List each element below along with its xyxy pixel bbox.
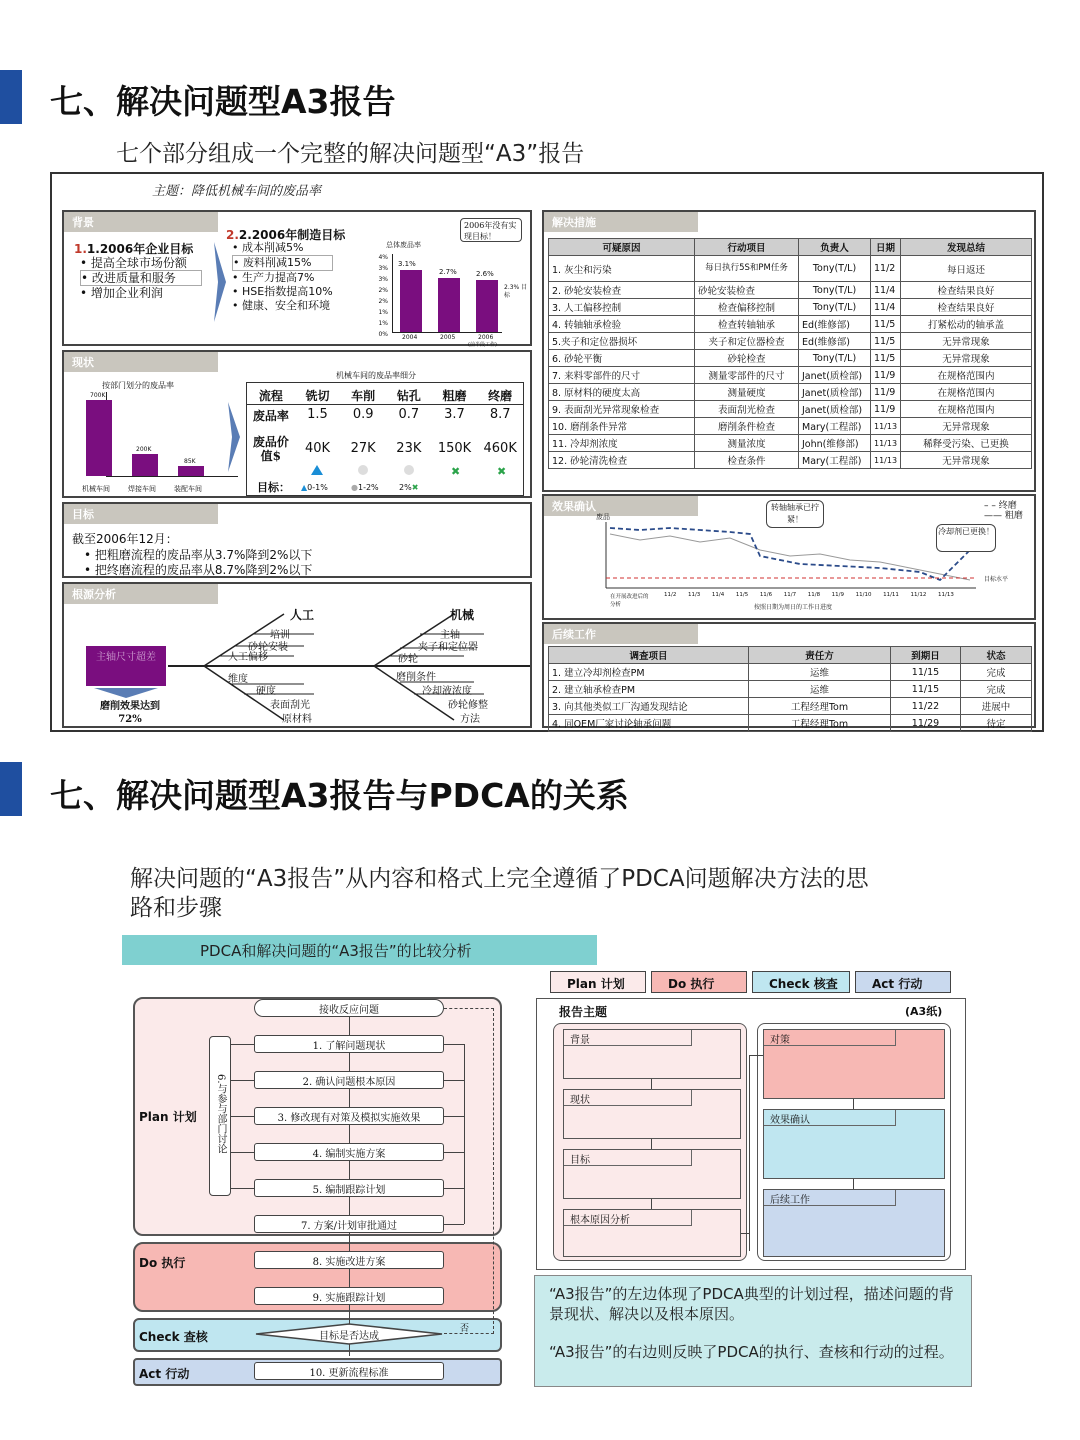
bar-value: 700K <box>90 392 106 399</box>
table-row: 1. 建立冷却剂检查PM 运维 11/15 完成 <box>549 664 1032 681</box>
flow-connector <box>853 1099 854 1109</box>
table-row: 4. 同OEM厂家讨论轴承问题 工程经理Tom 11/29 待定 <box>549 715 1032 732</box>
table-row: 9. 表面刮光异常现象检查 表面刮光检查 Janet(质检部) 11/9 在规格范围内 <box>549 401 1032 418</box>
target-label: 2.3% 目标 <box>504 284 528 299</box>
bar-value: 200K <box>136 446 152 453</box>
y-axis-label: 废品 <box>596 513 610 521</box>
flow-connector <box>749 1055 750 1251</box>
section-title: 七、解决问题型A3报告与PDCA的关系 <box>50 776 629 815</box>
bar-label: 2006 <box>478 334 494 341</box>
verification-panel <box>542 494 1036 620</box>
flow-connector <box>651 1079 652 1089</box>
a3-paper-size: (A3纸) <box>905 1005 943 1018</box>
bar-2006 <box>476 280 498 332</box>
mfg-goal-title: 2.2.2006年制造目标 <box>226 228 346 242</box>
x-axis-start: 在开展改进后的分析 <box>610 594 649 608</box>
bone-label: 砂轮 <box>398 654 418 665</box>
bar-value: 85K <box>184 458 196 465</box>
note-paragraph: “A3报告”的左边体现了PDCA典型的计划过程，描述问题的背景现状、解决以及根本原因。 <box>549 1285 954 1323</box>
line-legend: —— 粗磨 <box>984 511 1023 521</box>
decision-label: 目标是否达成 <box>319 1331 379 1342</box>
background-panel <box>62 210 532 346</box>
corp-goal-list <box>80 256 210 300</box>
bone-label: 砂轮修整 <box>448 700 488 711</box>
corp-goal-title: 1.1.2006年企业目标 <box>74 242 194 256</box>
bar-label: 2005 <box>440 334 456 341</box>
do-label: Do 执行 <box>139 1256 186 1270</box>
verification-tag: 效果确认 <box>544 496 698 516</box>
flow-connector <box>651 1139 652 1149</box>
flow-connector <box>749 1055 763 1056</box>
branch-label: 人工 <box>290 608 315 622</box>
table-row: 3. 人工偏移控制 检查偏移控制 Tony(T/L) 11/4 检查结果良好 <box>549 299 1032 316</box>
chevron-right-icon <box>214 242 226 322</box>
bone-label: 方法 <box>460 714 480 725</box>
status-panel <box>62 350 532 498</box>
note-paragraph: “A3报告”的右边则反映了PDCA的执行、查核和行动的过程。 <box>549 1343 954 1361</box>
a3-section-status: 现状 <box>563 1089 741 1139</box>
table-row: 10. 磨削条件异常 磨削条件检查 Mary(工程部) 11/13 无异常现象 <box>549 418 1032 435</box>
flow-step: 4. 编制实施方案 <box>254 1143 444 1161</box>
background-tag: 背景 <box>64 212 218 232</box>
goal-line: 截至2006年12月： <box>72 532 178 546</box>
scrap-chart-title: 总体废品率 <box>386 241 421 249</box>
fishbone-head: 主轴尺寸超差 <box>86 646 166 686</box>
flow-step: 3. 修改现有对策及模拟实施效果 <box>254 1107 444 1125</box>
bone-label: 冷却液浓度 <box>422 686 472 697</box>
flow-connector <box>651 1199 652 1209</box>
legend-item: ▲0-1% <box>301 483 328 492</box>
chevron-down-icon <box>94 688 158 698</box>
table-row: 2. 建立轴承检查PM 运维 11/15 完成 <box>549 681 1032 698</box>
chart-axis <box>392 254 393 332</box>
table-row: 4. 转轴轴承检验 检查转轴轴承 Ed(维修部) 11/5 打紧松动的轴承盖 <box>549 316 1032 333</box>
a3-section-followup: 后续工作 <box>763 1189 945 1257</box>
table-row: 1. 灰尘和污染 每日执行5S和PM任务 Tony(T/L) 11/2 每日返还 <box>549 256 1032 282</box>
mfg-goal-list <box>232 241 333 313</box>
legend-item: ●1-2% <box>351 483 379 492</box>
chart-callout: 冷却剂已更换！ <box>936 524 996 552</box>
corp-goal-item: • 改进质量和服务 <box>80 270 202 286</box>
bar-value: 3.1% <box>398 260 416 268</box>
chart-axis <box>106 476 238 477</box>
table-row: 12. 砂轮清洗检查 检查条件 Mary(工程部) 11/13 无异常现象 <box>549 452 1032 469</box>
legend-plan: Plan 计划 <box>550 971 646 993</box>
goal-item: • 把终磨流程的废品率从8.7%降到2%以下 <box>84 563 313 577</box>
bone-label: 维度 <box>228 674 248 685</box>
a3-paper-title: 报告主题 <box>559 1005 608 1019</box>
a3-section-root: 根本原因分析 <box>563 1209 741 1257</box>
mfg-goal-item: • 废料削减15% <box>232 255 333 271</box>
section-accent-bar <box>0 70 22 124</box>
table-row: 2. 砂轮安装检查 砂轮安装检查 Tony(T/L) 11/4 检查结果良好 <box>549 282 1032 299</box>
scrap-rate-row: 废品率 1.5 0.9 0.7 3.7 8.7 <box>252 407 511 423</box>
feedback-loop <box>444 1008 494 1334</box>
a3-section-measures: 对策 <box>763 1029 945 1099</box>
flow-connector <box>231 1044 254 1045</box>
chart-callout: 2006年没有实现目标！ <box>460 218 522 242</box>
flow-step: 8. 实施改进方案 <box>254 1251 444 1269</box>
a3-paper-layout <box>536 998 966 1270</box>
flow-step-final: 10. 更新流程标准 <box>254 1362 444 1380</box>
table-row: 6. 砂轮平衡 砂轮检查 Tony(T/L) 11/5 无异常现象 <box>549 350 1032 367</box>
measures-table <box>548 238 1032 469</box>
side-discuss-label: 6.与参与部门讨论 <box>215 1074 226 1154</box>
bone-label: 培训 <box>270 630 290 641</box>
mfg-goal-item: • HSE指数提高10% <box>232 285 333 298</box>
explanation-note <box>534 1275 972 1387</box>
effect-line-chart <box>600 520 976 590</box>
flow-connector <box>231 1080 254 1081</box>
a3-section-goal: 目标 <box>563 1149 741 1199</box>
comparison-label: PDCA和解决问题的“A3报告”的比较分析 <box>122 935 597 965</box>
flow-step: 5. 编制跟踪计划 <box>254 1179 444 1197</box>
mfg-goal-item: • 生产力提高7% <box>232 271 315 284</box>
bar-2005 <box>438 278 460 332</box>
bar-welding <box>132 454 158 476</box>
bar-label: 2004 <box>402 334 418 341</box>
target-label: 目标： <box>257 481 290 494</box>
legend-do: Do 执行 <box>651 971 747 993</box>
bar-value: 2.6% <box>476 270 494 278</box>
flow-step: 2. 确认问题根本原因 <box>254 1071 444 1089</box>
scrap-chart-yaxis: 4% 3% 3% 2% 2% 1% 1% 0% <box>378 254 388 338</box>
legend-item: 2%✖ <box>399 483 419 492</box>
a3-report-sample <box>50 172 1044 732</box>
root-cause-tag: 根源分析 <box>64 584 218 604</box>
table-row: 8. 原材料的硬度太高 测量硬度 Janet(质检部) 11/9 在规格范围内 <box>549 384 1032 401</box>
flow-step: 7. 方案/计划审批通过 <box>254 1215 444 1233</box>
flow-connector <box>231 1116 254 1117</box>
measures-panel <box>542 210 1036 492</box>
a3-theme: 主题：降低机械车间的废品率 <box>152 184 322 199</box>
measures-tag: 解决措施 <box>544 212 698 232</box>
chevron-right-icon <box>228 402 240 472</box>
bone-label: 原材料 <box>282 714 312 725</box>
corp-goal-item: • 增加企业利润 <box>80 286 163 300</box>
flow-connector <box>741 1233 749 1234</box>
svg-text:✖: ✖ <box>497 465 507 477</box>
bone-label: 夹子和定位器 <box>418 642 478 653</box>
line-legend: – – 终磨 <box>984 501 1017 511</box>
section-title: 七、解决问题型A3报告 <box>50 82 396 121</box>
no-label: 否 <box>460 1324 470 1334</box>
bar-label: 焊接车间 <box>128 485 156 493</box>
x-axis-ticks: 11/2 11/3 11/4 11/5 11/6 11/7 11/8 11/9 11/10 11/11 11/12 11/13 <box>664 592 954 598</box>
check-label: Check 查核 <box>139 1330 208 1344</box>
status-markers <box>311 465 525 477</box>
mfg-goal-item: • 健康、安全和环境 <box>232 299 330 312</box>
bone-label: 砂轮安装 <box>248 642 288 653</box>
bar-machining <box>86 400 112 476</box>
goal-panel <box>62 502 532 578</box>
fishbone-effect: 磨削效果达到72% <box>100 701 160 725</box>
a3-section-verify: 效果确认 <box>763 1109 945 1179</box>
table-header-row: 调查项目 责任方 到期日 状态 <box>549 647 1032 664</box>
chart-axis <box>392 332 502 333</box>
bar-label: 机械车间 <box>82 485 110 493</box>
branch-label: 机械 <box>450 608 475 622</box>
section-subtitle: 七个部分组成一个完整的解决问题型“A3”报告 <box>116 141 585 167</box>
section-desc: 路和步骤 <box>130 895 222 921</box>
table-row: 3. 向其他类似工厂沟通发现结论 工程经理Tom 11/22 进展中 <box>549 698 1032 715</box>
target-line-label: 目标水平 <box>984 576 1009 583</box>
section-desc: 解决问题的“A3报告”从内容和格式上完全遵循了PDCA问题解决方法的思 <box>130 866 869 892</box>
table-row: 7. 来料零部件的尺寸 测量零部件的尺寸 Janet(质检部) 11/9 在规格范围内 <box>549 367 1032 384</box>
flow-start: 接收反应问题 <box>254 999 444 1017</box>
bone-label: 表面刮光 <box>270 700 310 711</box>
status-tag: 现状 <box>64 352 218 372</box>
process-table <box>246 382 524 496</box>
process-table-title: 机械车间的废品率细分 <box>336 371 416 380</box>
table-row: 11. 冷却剂浓度 测量浓度 John(维修部) 11/13 稀释受污染、已更换 <box>549 435 1032 452</box>
followup-tag: 后续工作 <box>544 624 698 644</box>
mfg-goal-item: • 成本削减5% <box>232 241 304 254</box>
legend-act: Act 行动 <box>855 971 951 993</box>
bar-note: (前半段工作) <box>468 342 497 348</box>
legend-check: Check 核查 <box>752 971 850 993</box>
scrap-value-row: 废品价值$ 40K 27K 23K 150K 460K <box>252 435 517 463</box>
bar-assembly <box>178 466 204 476</box>
flow-step: 9. 实施跟踪计划 <box>254 1287 444 1305</box>
table-header-row: 可疑原因 行动项目 负责人 日期 发现总结 <box>549 239 1032 256</box>
bar-2004 <box>400 270 422 332</box>
a3-section-background: 背景 <box>563 1029 741 1079</box>
bone-label: 人工偏移 <box>228 652 268 663</box>
root-cause-panel <box>62 582 532 728</box>
svg-text:✖: ✖ <box>451 465 461 477</box>
section-accent-bar <box>0 762 22 816</box>
chart-callout: 转轴轴承已拧紧！ <box>766 500 824 528</box>
act-label: Act 行动 <box>139 1367 190 1381</box>
corp-goal-item: • 提高全球市场份额 <box>80 256 187 270</box>
bone-label: 硬度 <box>256 686 276 697</box>
bar-label: 装配车间 <box>174 485 202 493</box>
bar-value: 2.7% <box>439 268 457 276</box>
process-header-row: 流程 铣切 车削 钻孔 粗磨 终磨 <box>247 383 523 405</box>
goal-item: • 把粗磨流程的废品率从3.7%降到2%以下 <box>84 548 313 562</box>
flow-connector <box>231 1152 254 1153</box>
bone-label: 磨削条件 <box>396 672 436 683</box>
table-row: 5.夹子和定位器损坏 夹子和定位器检查 Ed(维修部) 11/5 无异常现象 <box>549 333 1032 350</box>
goal-tag: 目标 <box>64 504 218 524</box>
flow-connector <box>231 1188 254 1189</box>
x-axis-label: 按照日期为周日的工作日进度 <box>754 604 833 611</box>
bone-label: 主轴 <box>440 630 460 641</box>
flow-step: 1. 了解问题现状 <box>254 1035 444 1053</box>
plan-label: Plan 计划 <box>139 1110 197 1124</box>
dept-chart-title: 按部门划分的废品率 <box>102 381 174 390</box>
followup-panel <box>542 622 1036 728</box>
flow-connector <box>853 1179 854 1189</box>
followup-table <box>548 646 1032 732</box>
